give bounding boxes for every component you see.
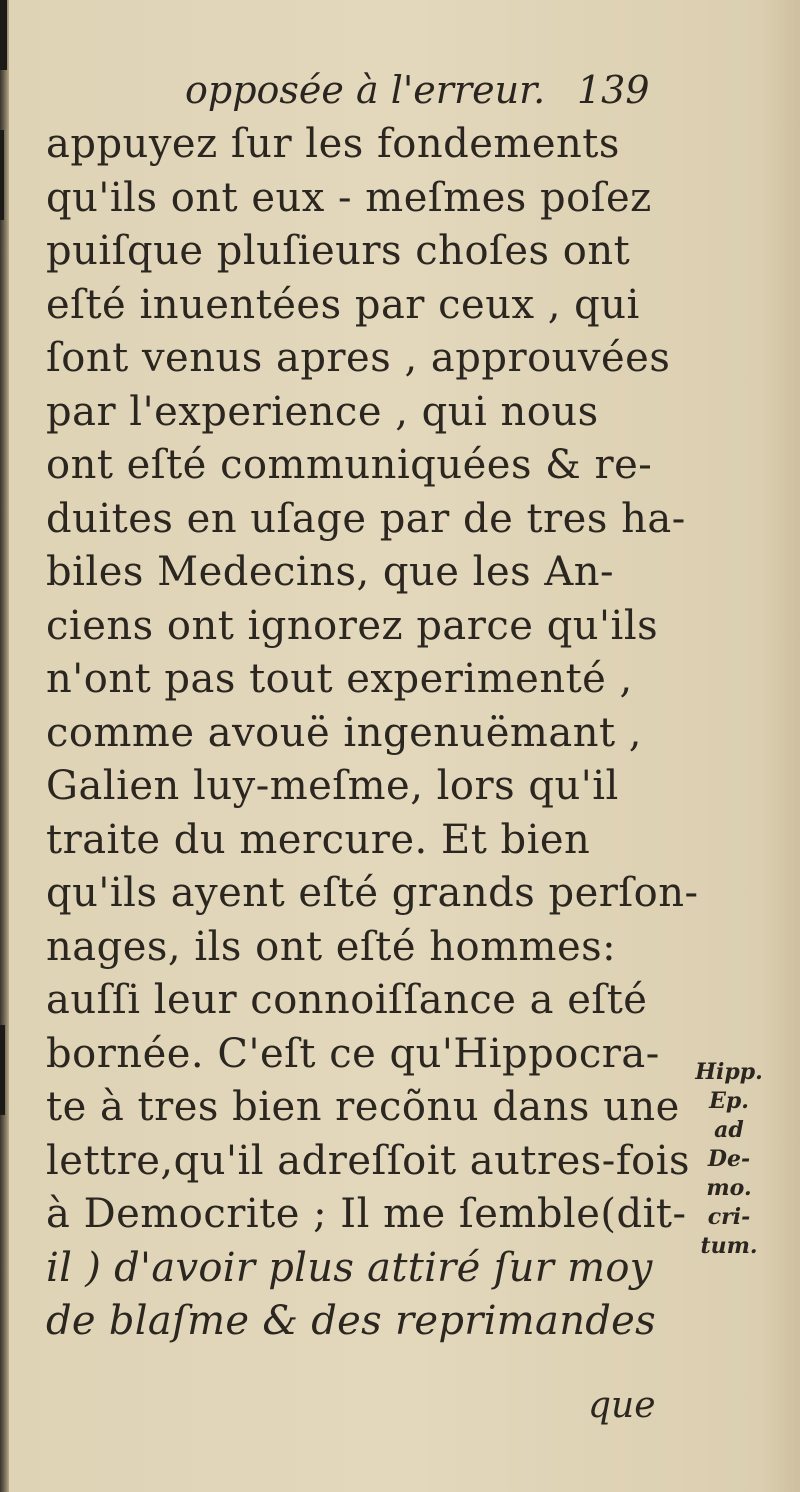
margin-note-line: mo. — [706, 1175, 752, 1201]
text-line: qu'ils ayent eſté grands perſon- — [46, 870, 699, 916]
margin-note-line: Ep. — [709, 1088, 749, 1114]
text-line: à Democrite ; Il me ſemble(dit- — [46, 1191, 687, 1237]
spine-shadow — [0, 1025, 5, 1115]
text-line: par l'experience , qui nous — [46, 388, 599, 435]
text-line: Galien luy-meſme, lors qu'il — [46, 763, 619, 809]
text-line: nages, ils ont eſté hommes: — [46, 923, 617, 970]
text-line: te à tres bien recõnu dans une — [46, 1084, 680, 1130]
book-spine-edge — [0, 0, 9, 1492]
text-line: de blaſme & des reprimandes — [46, 1298, 656, 1344]
margin-note-line: tum. — [700, 1233, 758, 1259]
text-line: qu'ils ont eux - meſmes poſez — [46, 174, 652, 221]
margin-note-line: cri- — [707, 1204, 751, 1230]
text-line: duites en uſage par de tres ha- — [46, 495, 686, 542]
spine-shadow — [0, 130, 4, 220]
text-line: eſté inuentées par ceux , qui — [46, 281, 640, 328]
text-line: lettre,qu'il adreſſoit autres-fois — [46, 1137, 691, 1184]
margin-note-line: ad — [714, 1117, 744, 1143]
text-line: bornée. C'eſt ce qu'Hippocra- — [46, 1030, 660, 1077]
text-line: appuyez ſur les fondements — [46, 121, 620, 167]
page-number: 139 — [577, 68, 650, 112]
body-text — [46, 118, 699, 1349]
page-header — [0, 60, 800, 120]
text-line: ciens ont ignorez parce qu'ils — [46, 602, 659, 649]
text-line: comme avouë ingenuëmant , — [46, 709, 642, 756]
text-line: auſſi leur connoiſſance a eſté — [46, 977, 648, 1023]
margin-note-line: Hipp. — [695, 1059, 763, 1085]
text-line: biles Medecins, que les An- — [46, 549, 615, 595]
catchword: que — [588, 1385, 656, 1426]
running-head: opposée à l'erreur. — [185, 68, 546, 112]
text-line: n'ont pas tout experimenté , — [46, 656, 633, 702]
text-line: ont eſté communiquées & re- — [46, 442, 653, 488]
text-line: puiſque pluſieurs choſes ont — [46, 228, 631, 274]
marginal-citation — [674, 1058, 784, 1261]
text-line: ſont venus apres , approuvées — [46, 335, 671, 381]
text-line: il ) d'avoir plus attiré ſur moy — [46, 1244, 653, 1291]
margin-note-line: De- — [707, 1146, 751, 1172]
text-line: traite du mercure. Et bien — [46, 816, 591, 863]
